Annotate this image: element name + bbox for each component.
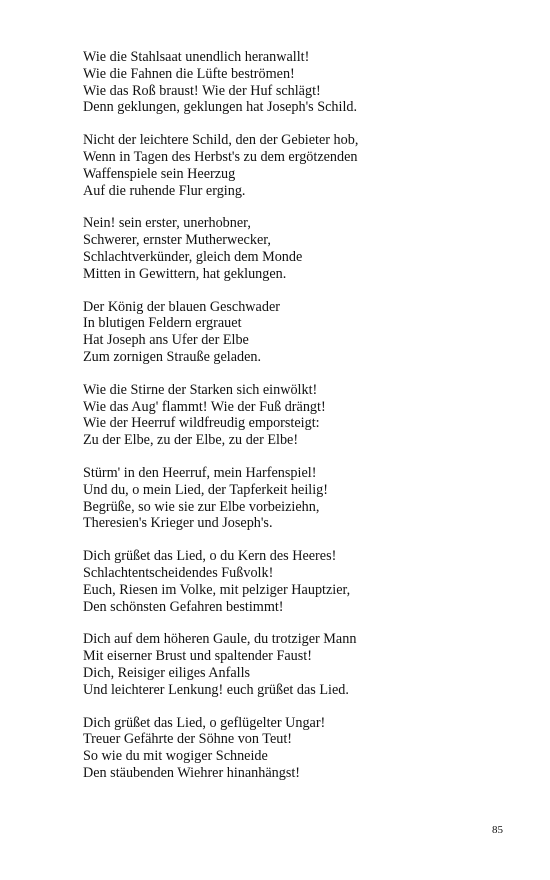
poem-line: Dich grüßet das Lied, o du Kern des Heeres! — [83, 548, 337, 565]
poem-line: Wie das Aug' flammt! Wie der Fuß drängt! — [83, 398, 326, 415]
poem-line: Hat Joseph ans Ufer der Elbe — [83, 332, 249, 349]
poem-line: Schlachtverkünder, gleich dem Monde — [83, 248, 303, 265]
poem-line: Wie der Heerruf wildfreudig emporsteigt: — [83, 415, 320, 432]
poem-line: Mit eiserner Brust und spaltender Faust! — [83, 648, 312, 665]
poem-line: So wie du mit wogiger Schneide — [83, 748, 268, 765]
poem-line: Den stäubenden Wiehrer hinanhängst! — [83, 764, 301, 781]
poem-line: Dich, Reisiger eiliges Anfalls — [83, 664, 251, 681]
poem-stanza — [83, 548, 523, 615]
poem-stanza — [83, 382, 523, 449]
poem-line: Nein! sein erster, unerhobner, — [83, 215, 251, 232]
page-number: 85 — [492, 824, 503, 836]
poem-stanza — [83, 465, 523, 532]
poem-stanza — [83, 132, 523, 199]
poem-line: Zum zornigen Strauße geladen. — [83, 348, 262, 365]
poem-line: Nicht der leichtere Schild, den der Gebieter hob, — [83, 132, 359, 149]
poem-line: Schlachtentscheidendes Fußvolk! — [83, 564, 274, 581]
poem-line: Wie das Roß braust! Wie der Huf schlägt! — [83, 82, 321, 99]
poem-stanza — [83, 215, 523, 282]
poem-line: Schwerer, ernster Mutherwecker, — [83, 232, 271, 249]
poem-line: Dich grüßet das Lied, o geflügelter Ungar! — [83, 714, 326, 731]
poem-line: Mitten in Gewittern, hat geklungen. — [83, 265, 287, 282]
poem-stanza — [83, 299, 523, 366]
poem-stanza — [83, 49, 523, 116]
poem-line: Zu der Elbe, zu der Elbe, zu der Elbe! — [83, 432, 299, 449]
poem-line: Treuer Gefährte der Söhne von Teut! — [83, 731, 293, 748]
poem-line: In blutigen Feldern ergrauet — [83, 315, 242, 332]
poem-text — [83, 49, 523, 798]
poem-line: Den schönsten Gefahren bestimmt! — [83, 598, 284, 615]
poem-line: Stürm' in den Heerruf, mein Harfenspiel! — [83, 464, 317, 481]
poem-line: Und leichterer Lenkung! euch grüßet das Lied. — [83, 681, 349, 698]
poem-line: Theresien's Krieger und Joseph's. — [83, 515, 273, 532]
poem-line: Wie die Stirne der Starken sich einwölkt! — [83, 381, 318, 398]
poem-line: Euch, Riesen im Volke, mit pelziger Hauptzier, — [83, 581, 351, 598]
poem-stanza — [83, 715, 523, 782]
poem-line: Denn geklungen, geklungen hat Joseph's Schild. — [83, 99, 358, 116]
poem-line: Begrüße, so wie sie zur Elbe vorbeiziehn, — [83, 498, 320, 515]
poem-line: Der König der blauen Geschwader — [83, 298, 280, 315]
poem-line: Auf die ruhende Flur erging. — [83, 182, 246, 199]
poem-line: Wie die Fahnen die Lüfte beströmen! — [83, 65, 295, 82]
poem-line: Wenn in Tagen des Herbst's zu dem ergötzenden — [83, 148, 358, 165]
poem-line: Waffenspiele sein Heerzug — [83, 165, 236, 182]
poem-line: Wie die Stahlsaat unendlich heranwallt! — [83, 49, 310, 65]
poem-stanza — [83, 631, 523, 698]
poem-line: Und du, o mein Lied, der Tapferkeit heilig! — [83, 481, 328, 498]
poem-line: Dich auf dem höheren Gaule, du trotziger Mann — [83, 631, 357, 648]
